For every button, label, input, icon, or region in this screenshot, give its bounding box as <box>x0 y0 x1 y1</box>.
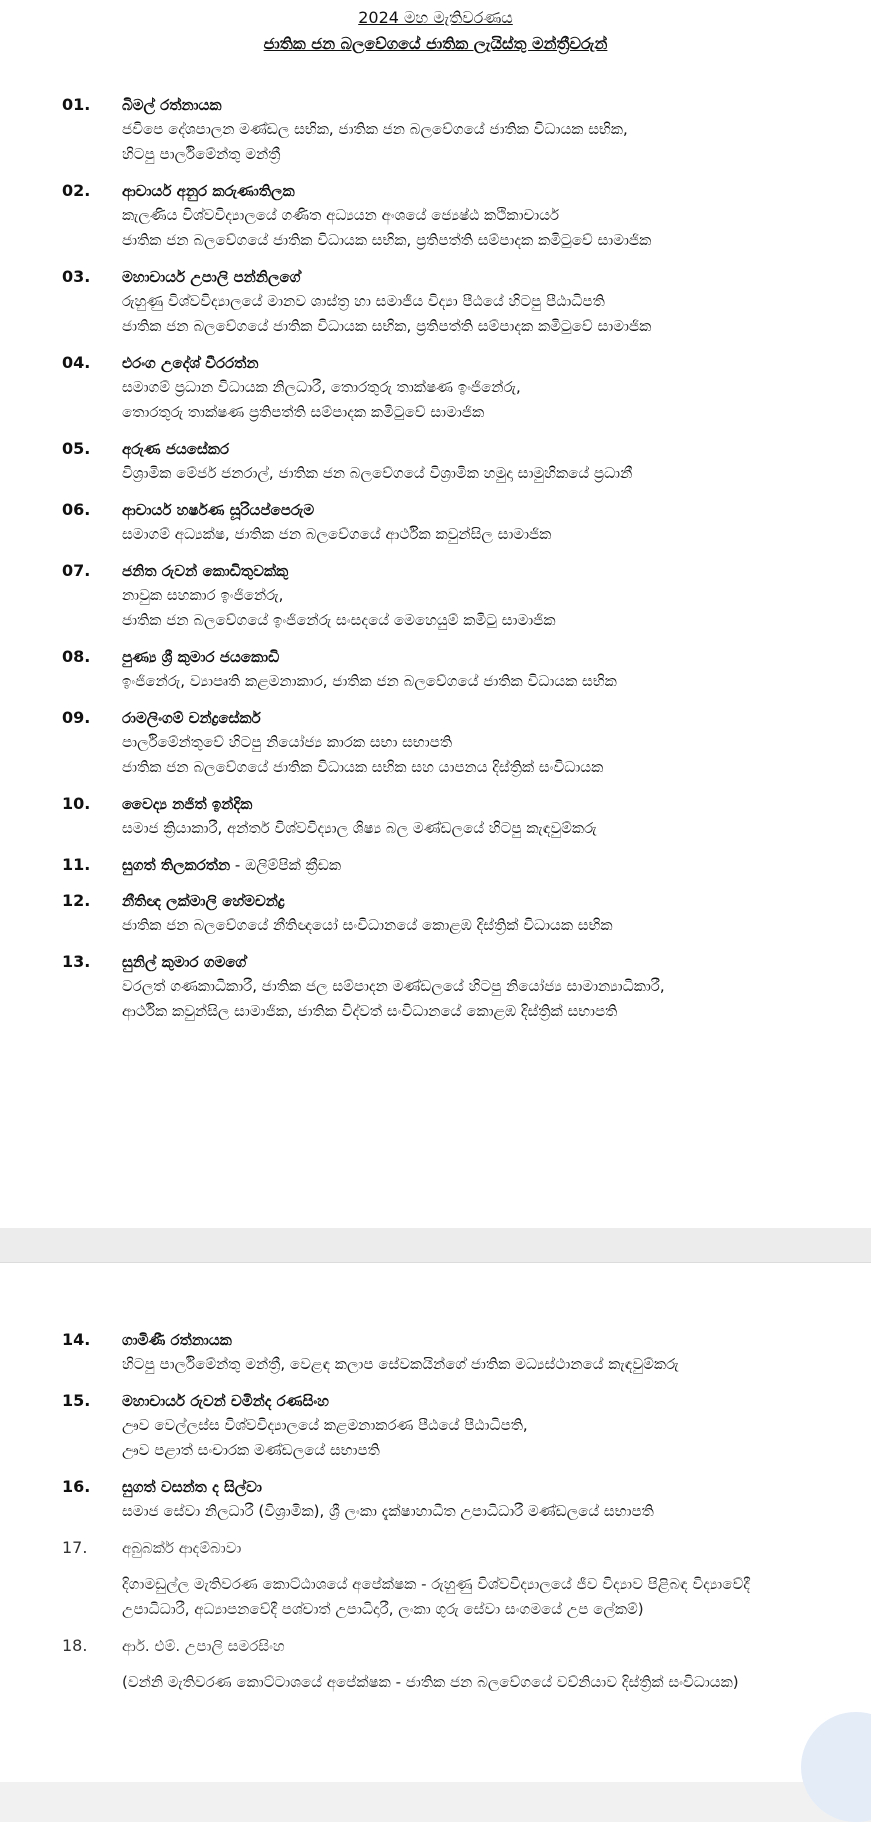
member-description: වරලත් ගණකාධිකාරී, ජාතික ජල සම්පාදන මණ්ඩලයේ හිටපු නියෝජ්‍ය සාමාන්‍යාධිකාරී, <box>122 977 665 995</box>
member-name: සුගත් තිලකරත්න <box>122 856 231 874</box>
corner-decoration <box>801 1712 871 1822</box>
item-number: 04. <box>62 353 91 372</box>
member-description: ජාතික ජන බලවේගයේ නීතිඥයෝ සංවිධානයේ කොළඹ දිස්ත්‍රික් විධායක සභික <box>122 916 613 934</box>
member-name: වෛද්‍ය නජිත් ඉන්දික <box>122 795 253 813</box>
member-description: ජාතික ජන බලවේගයේ ජාතික විධායක සභික, ප්‍රතිපත්ති සම්පාදක කමිටුවේ සාමාජික <box>122 231 652 249</box>
member-description: ආර්ථික කවුන්සිල සාමාජික, ජාතික විද්වත් සංවිධානයේ කොළඹ දිස්ත්‍රික් සභාපති <box>122 1002 618 1020</box>
item-number: 06. <box>62 500 91 519</box>
list-item <box>0 1328 871 1377</box>
member-name: ආචාර්ය හර්ෂණ සූරියප්පෙරුම <box>122 501 315 519</box>
member-name-line <box>122 853 871 877</box>
member-name: සුනිල් කුමාර ගමගේ <box>122 953 247 971</box>
list-item <box>0 792 871 841</box>
member-name: නීතිඥ ලක්මාලි හේමචන්ද්‍ර <box>122 892 285 910</box>
item-number: 10. <box>62 794 91 813</box>
member-description: ඌව පළාත් සංචාරක මණ්ඩලයේ සභාපති <box>122 1441 380 1459</box>
item-number: 11. <box>62 855 91 874</box>
item-number: 13. <box>62 952 91 971</box>
member-role: - ඔලිම්පික් ක්‍රීඩක <box>230 856 342 874</box>
member-description: ජාතික ජන බලවේගයේ ඉංජිනේරු සංසදයේ මෙහෙයුම් කමිටු සාමාජික <box>122 611 556 629</box>
list-item <box>0 1389 871 1463</box>
list-item <box>0 559 871 633</box>
member-name: බිමල් රත්නායක <box>122 96 222 114</box>
member-name: මහාචාර්ය උපාලි පන්නිලගේ <box>122 268 301 286</box>
member-name: අබුබක්ර් ආදම්බාවා <box>122 1539 242 1557</box>
list-item <box>0 706 871 780</box>
member-description: සමාජ ක්‍රියාකාරී, අන්තර් විශ්වවිද්‍යාල ශිෂ්‍ය බල මණ්ඩලයේ හිටපු කැඳවුම්කරු <box>122 819 597 837</box>
member-name: පුණ්‍ය ශ්‍රී කුමාර ජයකොඩි <box>122 648 280 666</box>
list-item <box>0 1634 871 1695</box>
page-gap <box>0 1228 871 1262</box>
list-item <box>0 889 871 938</box>
member-description: දිගාමඩුල්ල මැතිවරණ කොට්ඨාශයේ අපේක්ෂක - රුහුණු විශ්වවිද්‍යාලයේ ජීව විද්‍යාව පිළිබඳ විද්‍යාවේදී උපාධිධාරී, අධ්‍යාපනවේදී පශ්චාත් උපාධිදාරී, ලංකා ගුරු සේවා සංගමයේ උප ලේකම්) <box>122 1575 750 1618</box>
item-number: 09. <box>62 708 91 727</box>
list-item <box>0 1536 871 1622</box>
member-description: රුහුණු විශ්වවිද්‍යාලයේ මානව ශාස්ත්‍ර හා සමාජීය විද්‍යා පීඨයේ හිටපු පීඨාධිපති <box>122 292 605 310</box>
list-item <box>0 265 871 339</box>
member-name: රාමලිංගම් චන්ද්‍රසේකර් <box>122 709 261 727</box>
member-description: පාර්ලිමේන්තුවේ හිටපු නියෝජ්‍ය කාරක සභා සභාපති <box>122 733 453 751</box>
member-description: (වන්නි මැතිවරණ කොට්ටාශයේ අපේක්ෂක - ජාතික ජන බලවේගයේ වව්නියාව දිස්ත්‍රික් සංවිධායක) <box>122 1673 739 1691</box>
list-item <box>0 498 871 547</box>
list-item <box>0 1475 871 1524</box>
item-number: 12. <box>62 891 91 910</box>
item-number: 02. <box>62 181 91 200</box>
member-description: තොරතුරු තාක්ෂණ ප්‍රතිපත්ති සම්පාදක කමිටුවේ සාමාජික <box>122 403 485 421</box>
item-number: 16. <box>62 1477 91 1496</box>
member-description: ඉංජිනේරු, ව්‍යාපෘති කළමනාකාර, ජාතික ජන බලවේගයේ ජාතික විධායක සභික <box>122 672 617 690</box>
list-item <box>0 645 871 694</box>
member-description: නාවුක සහකාර ඉංජිනේරු, <box>122 586 284 604</box>
member-description: විශ්‍රාමික මේජර් ජනරාල්, ජාතික ජන බලවේගයේ විශ්‍රාමික හමුදා සාමුහිකයේ ප්‍රධානී <box>122 464 633 482</box>
member-description: හිටපු පාර්ලිමේන්තු මන්ත්‍රී, වෙළඳ කලාප සේවකයින්ගේ ජාතික මධ්‍යස්ථානයේ කැඳවුම්කරු <box>122 1355 679 1373</box>
item-number: 05. <box>62 439 91 458</box>
list-item <box>0 853 871 877</box>
member-list-page-1 <box>0 93 871 1024</box>
list-item <box>0 93 871 167</box>
list-item <box>0 950 871 1024</box>
member-description: ඌව වෙල්ලස්ස විශ්වවිද්‍යාලයේ කළමනාකරණ පීඨයේ පීඨාධිපති, <box>122 1416 528 1434</box>
list-item <box>0 351 871 425</box>
member-description: හිටපු පාර්ලිමේන්තු මන්ත්‍රී <box>122 145 281 163</box>
item-number: 07. <box>62 561 91 580</box>
member-description: ජාතික ජන බලවේගයේ ජාතික විධායක සභික, ප්‍රතිපත්ති සම්පාදක කමිටුවේ සාමාජික <box>122 317 652 335</box>
member-name: එරංග උදේශ් වීරරත්න <box>122 354 259 372</box>
member-description: සමාගම් අධ්‍යක්ෂ, ජාතික ජන බලවේගයේ ආර්ථික කවුන්සිල සාමාජික <box>122 525 552 543</box>
item-number: 18. <box>62 1636 88 1655</box>
member-list-page-2 <box>0 1328 871 1695</box>
document-subtitle: ජාතික ජන බලවේගයේ ජාතික ලැයිස්තු මන්ත්‍රීවරුන් <box>263 34 608 53</box>
item-number: 08. <box>62 647 91 666</box>
member-description: ජවිපෙ දේශපාලන මණ්ඩල සභික, ජාතික ජන බලවේගයේ ජාතික විධායක සභික, <box>122 120 628 138</box>
list-item <box>0 179 871 253</box>
item-number: 01. <box>62 95 91 114</box>
member-name: ආචාර්ය අනුර කරුණාතිලක <box>122 182 295 200</box>
item-number: 14. <box>62 1330 91 1349</box>
member-description: කැලණිය විශ්වවිද්‍යාලයේ ගණිත අධ්‍යයන අංශයේ ජ්‍යෙෂ්ඨ කථිකාචාර්ය <box>122 206 560 224</box>
document-title: 2024 මහ මැතිවරණය <box>358 8 513 27</box>
item-number: 15. <box>62 1391 91 1410</box>
document-page-2 <box>0 1262 871 1782</box>
member-name: සුගත් වසන්ත ද සිල්වා <box>122 1478 262 1496</box>
member-name: මහාචාර්ය රුවන් චමින්ද රණසිංහ <box>122 1392 329 1410</box>
member-description: සමාජ සේවා නිලධාරී (විශ්‍රාමික), ශ්‍රී ලංකා දැක්ෂාහාධීත උපාධිධාරී මණ්ඩලයේ සභාපති <box>122 1502 654 1520</box>
item-number: 17. <box>62 1538 88 1557</box>
item-number: 03. <box>62 267 91 286</box>
member-name: ආර්. එම්. උපාලි සමරසිංහ <box>122 1637 285 1655</box>
member-name: අරුණ ජයසේකර <box>122 440 230 458</box>
member-name: ජනිත රුවන් කොඩිතුවක්කු <box>122 562 289 580</box>
list-item <box>0 437 871 486</box>
member-description: ජාතික ජන බලවේගයේ ජාතික විධායක සභික සහ යාපනය දිස්ත්‍රික් සංවිධායක <box>122 758 604 776</box>
member-name: ගාමිණී රත්නායක <box>122 1331 232 1349</box>
member-description: සමාගම් ප්‍රධාන විධායක නිලධාරී, තොරතුරු තාක්ෂණ ඉංජිනේරු, <box>122 378 521 396</box>
